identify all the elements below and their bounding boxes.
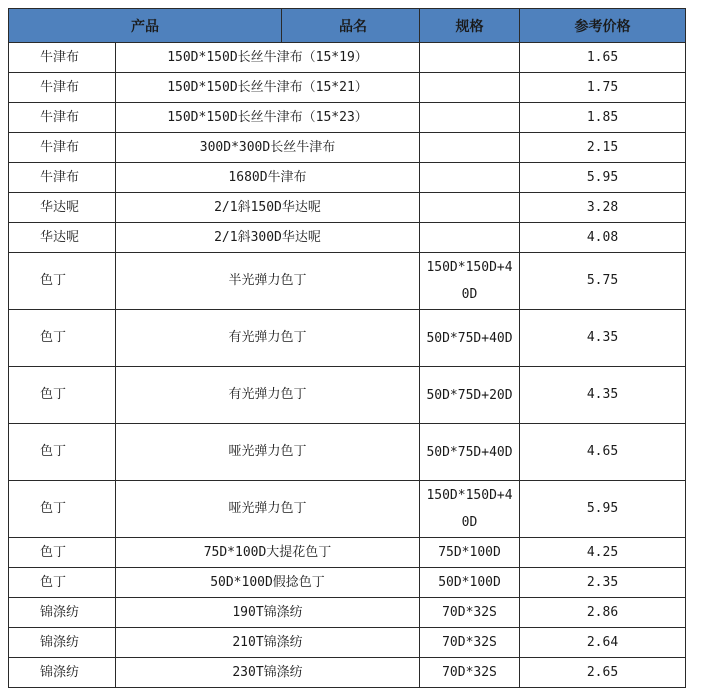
header-price: 参考价格 <box>520 9 686 43</box>
name-cell: 哑光弹力色丁 <box>116 424 420 481</box>
product-cell: 色丁 <box>9 481 116 538</box>
price-cell: 5.95 <box>520 481 686 538</box>
name-cell: 75D*100D大提花色丁 <box>116 538 420 568</box>
spec-cell: 150D*150D+40D <box>420 253 520 310</box>
product-cell: 锦涤纺 <box>9 658 116 688</box>
name-cell: 210T锦涤纺 <box>116 628 420 658</box>
table-row <box>9 163 686 193</box>
spec-cell <box>420 73 520 103</box>
spec-cell: 50D*75D+40D <box>420 424 520 481</box>
spec-cell: 150D*150D+40D <box>420 481 520 538</box>
product-cell: 锦涤纺 <box>9 628 116 658</box>
product-cell: 华达呢 <box>9 223 116 253</box>
table-row <box>9 481 686 538</box>
name-cell: 2/1斜300D华达呢 <box>116 223 420 253</box>
product-cell: 牛津布 <box>9 43 116 73</box>
table-row <box>9 367 686 424</box>
table-row <box>9 193 686 223</box>
header-spec: 规格 <box>420 9 520 43</box>
spec-cell <box>420 193 520 223</box>
product-cell: 色丁 <box>9 367 116 424</box>
spec-cell: 75D*100D <box>420 538 520 568</box>
price-cell: 2.64 <box>520 628 686 658</box>
table-row <box>9 310 686 367</box>
spec-cell: 50D*75D+20D <box>420 367 520 424</box>
table-row <box>9 223 686 253</box>
price-cell: 5.95 <box>520 163 686 193</box>
name-cell: 150D*150D长丝牛津布（15*23） <box>116 103 420 133</box>
name-cell: 50D*100D假捻色丁 <box>116 568 420 598</box>
table-row <box>9 43 686 73</box>
spec-cell <box>420 133 520 163</box>
product-cell: 牛津布 <box>9 73 116 103</box>
spec-cell: 70D*32S <box>420 598 520 628</box>
table-row <box>9 103 686 133</box>
name-cell: 150D*150D长丝牛津布（15*19） <box>116 43 420 73</box>
product-cell: 牛津布 <box>9 133 116 163</box>
price-cell: 4.65 <box>520 424 686 481</box>
price-cell: 5.75 <box>520 253 686 310</box>
table-row <box>9 424 686 481</box>
name-cell: 300D*300D长丝牛津布 <box>116 133 420 163</box>
product-cell: 华达呢 <box>9 193 116 223</box>
spec-cell <box>420 223 520 253</box>
product-cell: 色丁 <box>9 253 116 310</box>
price-cell: 1.65 <box>520 43 686 73</box>
product-cell: 色丁 <box>9 538 116 568</box>
product-cell: 色丁 <box>9 424 116 481</box>
spec-cell <box>420 103 520 133</box>
price-cell: 3.28 <box>520 193 686 223</box>
name-cell: 230T锦涤纺 <box>116 658 420 688</box>
price-cell: 1.85 <box>520 103 686 133</box>
name-cell: 有光弹力色丁 <box>116 367 420 424</box>
table-row <box>9 628 686 658</box>
name-cell: 2/1斜150D华达呢 <box>116 193 420 223</box>
table-row <box>9 253 686 310</box>
table-row <box>9 658 686 688</box>
price-cell: 2.35 <box>520 568 686 598</box>
product-cell: 色丁 <box>9 568 116 598</box>
name-cell: 半光弹力色丁 <box>116 253 420 310</box>
spec-cell <box>420 43 520 73</box>
price-cell: 4.35 <box>520 310 686 367</box>
spec-cell: 50D*100D <box>420 568 520 598</box>
name-cell: 190T锦涤纺 <box>116 598 420 628</box>
spec-cell <box>420 163 520 193</box>
table-row <box>9 568 686 598</box>
spec-cell: 70D*32S <box>420 658 520 688</box>
name-cell: 哑光弹力色丁 <box>116 481 420 538</box>
product-cell: 牛津布 <box>9 103 116 133</box>
product-cell: 色丁 <box>9 310 116 367</box>
table-body <box>9 43 686 688</box>
price-cell: 2.65 <box>520 658 686 688</box>
table-row <box>9 598 686 628</box>
spec-cell: 70D*32S <box>420 628 520 658</box>
price-cell: 4.25 <box>520 538 686 568</box>
price-cell: 1.75 <box>520 73 686 103</box>
table-row <box>9 538 686 568</box>
product-cell: 牛津布 <box>9 163 116 193</box>
name-cell: 150D*150D长丝牛津布（15*21） <box>116 73 420 103</box>
price-cell: 2.15 <box>520 133 686 163</box>
spec-cell: 50D*75D+40D <box>420 310 520 367</box>
price-table <box>8 8 686 688</box>
table-row <box>9 133 686 163</box>
name-cell: 1680D牛津布 <box>116 163 420 193</box>
header-product: 产品 <box>9 9 282 43</box>
price-cell: 2.86 <box>520 598 686 628</box>
price-cell: 4.35 <box>520 367 686 424</box>
table-header-row <box>9 9 686 43</box>
price-cell: 4.08 <box>520 223 686 253</box>
name-cell: 有光弹力色丁 <box>116 310 420 367</box>
table-row <box>9 73 686 103</box>
product-cell: 锦涤纺 <box>9 598 116 628</box>
header-name: 品名 <box>282 9 420 43</box>
